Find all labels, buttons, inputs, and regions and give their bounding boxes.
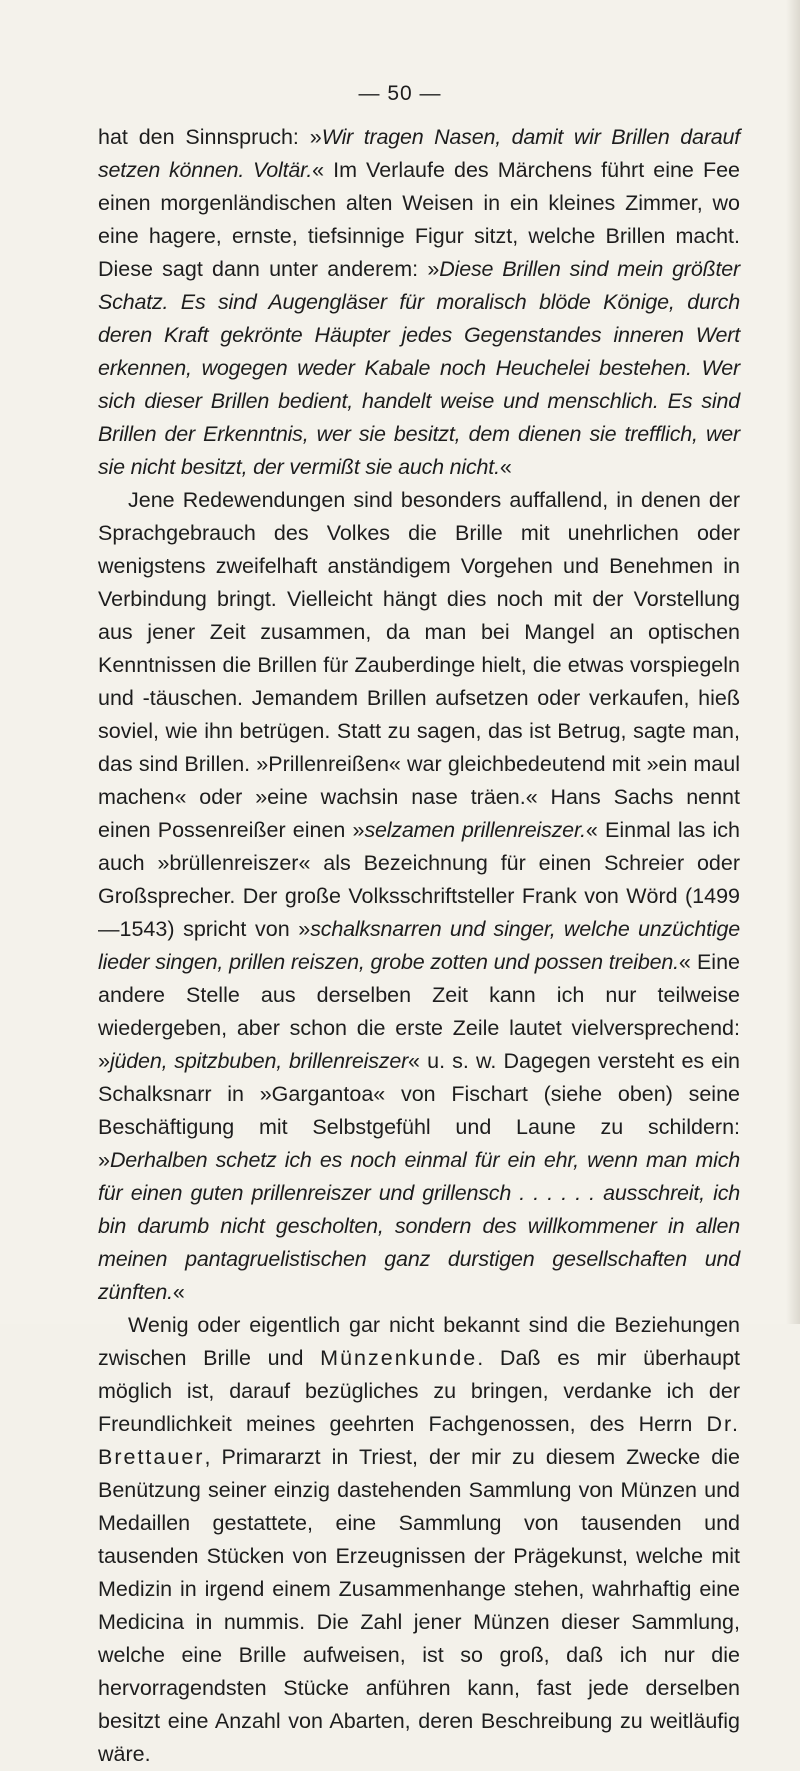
text-run: « Einmal las ich auch »brüllenreiszer« als Bezeichnung für einen Schreier oder Großsprecher. Der große Volksschriftsteller Frank von Wörd (1499—1543) spricht von » [98, 818, 740, 941]
text-run: « u. s. w. Dagegen versteht es ein Schalksnarr in »Gargantoa« von Fischart (siehe oben) seine Beschäftigung mit Selbstgefühl und Laune zu schildern: » [98, 1049, 741, 1172]
text-run: « [499, 455, 512, 479]
text-run: « [172, 1280, 185, 1304]
text-run: Wenig oder eigentlich gar nicht bekannt sind die Beziehungen zwischen Brille und [98, 1313, 740, 1370]
italic-quote: schalksnarren und singer, welche unzüchtige lieder singen, prillen reiszen, grobe zotten und possen treiben. [98, 917, 740, 974]
text-run: , Primararzt in Triest, der mir zu diesem Zwecke die Benützung seiner einzig dastehenden Sammlung von Münzen und Medaillen gestattete, eine Sammlung von tausenden und tausenden Stücken von Erzeugnissen der Prägekunst, welche mit Medizin in irgend einem Zusammenhange stehen, wahrhaftig eine Medicina in nummis. Die Zahl jener Münzen dieser Sammlung, welche eine Brille aufweisen, ist so groß, daß ich nur die hervorragendsten Stücke anführen kann, fast jede derselben besitzt eine Anzahl von Abarten, deren Beschreibung zu weitläufig wäre. [98, 1445, 740, 1766]
italic-quote: Wir tragen Nasen, damit wir Brillen darauf setzen können. Voltär. [98, 125, 740, 182]
body-text [98, 121, 740, 1771]
spaced-emphasis: Münzenkunde [320, 1346, 478, 1370]
italic-quote: selzamen prillenreiszer. [364, 818, 586, 842]
text-run: hat den Sinnspruch: » [98, 125, 322, 149]
text-run: Jene Redewendungen sind besonders auffallend, in denen der Sprachgebrauch des Volkes die Brille mit unehrlichen oder wenigstens zweifelhaft anständigem Vorgehen und Benehmen in Verbindung bringt. Vielleicht hängt dies noch mit der Vorstellung aus jener Zeit zusammen, da man bei Mangel an optischen Kenntnissen die Brillen für Zauberdinge hielt, die etwas vorspiegeln und -täuschen. Jemandem Brillen aufsetzen oder verkaufen, hieß soviel, wie ihn betrügen. Statt zu sagen, das ist Betrug, sagte man, das sind Brillen. »Prillenreißen« war gleichbedeutend mit »ein maul machen« oder »eine wachsin nase träen.« Hans Sachs nennt einen Possenreißer einen » [98, 488, 740, 842]
paragraph [98, 121, 740, 484]
text-run: « Eine andere Stelle aus derselben Zeit kann ich nur teilweise wiedergeben, aber schon die erste Zeile lautet vielversprechend: » [98, 950, 740, 1073]
paragraph [98, 484, 740, 1309]
italic-quote: jüden, spitzbuben, brillenreiszer [109, 1049, 409, 1073]
text-run: « Im Verlaufe des Märchens führt eine Fee einen morgenländischen alten Weisen in ein kleines Zimmer, wo eine hagere, ernste, tiefsinnige Figur sitzt, welche Brillen macht. Diese sagt dann unter anderem: » [98, 158, 740, 281]
page-number: — 50 — [358, 82, 442, 105]
italic-quote: Diese Brillen sind mein größter Schatz. Es sind Augengläser für moralisch blöde Könige, durch deren Kraft gekrönte Häupter jedes Gegenstandes inneren Wert erkennen, wogegen weder Kabale noch Heuchelei bestehen. Wer sich dieser Brillen bedient, handelt weise und menschlich. Es sind Brillen der Erkenntnis, wer sie besitzt, dem dienen sie trefflich, wer sie nicht besitzt, der vermißt sie auch nicht. [98, 257, 741, 479]
text-run: . Daß es mir überhaupt möglich ist, darauf bezügliches zu bringen, verdanke ich der Freundlichkeit meines geehrten Fachgenossen, des Herrn [98, 1346, 740, 1436]
spaced-emphasis: Dr. Brettauer [98, 1412, 740, 1469]
italic-quote: Derhalben schetz ich es noch einmal für ein ehr, wenn man mich für einen guten prillenreiszer und grillensch . . . . . . ausschreit, ich bin darumb nicht gescholten, sondern des willkommener in allen meinen pantagruelistischen ganz durstigen gesellschaften und zünften. [98, 1148, 740, 1304]
page-edge-shadow [786, 0, 800, 1324]
paragraph [98, 1309, 740, 1771]
